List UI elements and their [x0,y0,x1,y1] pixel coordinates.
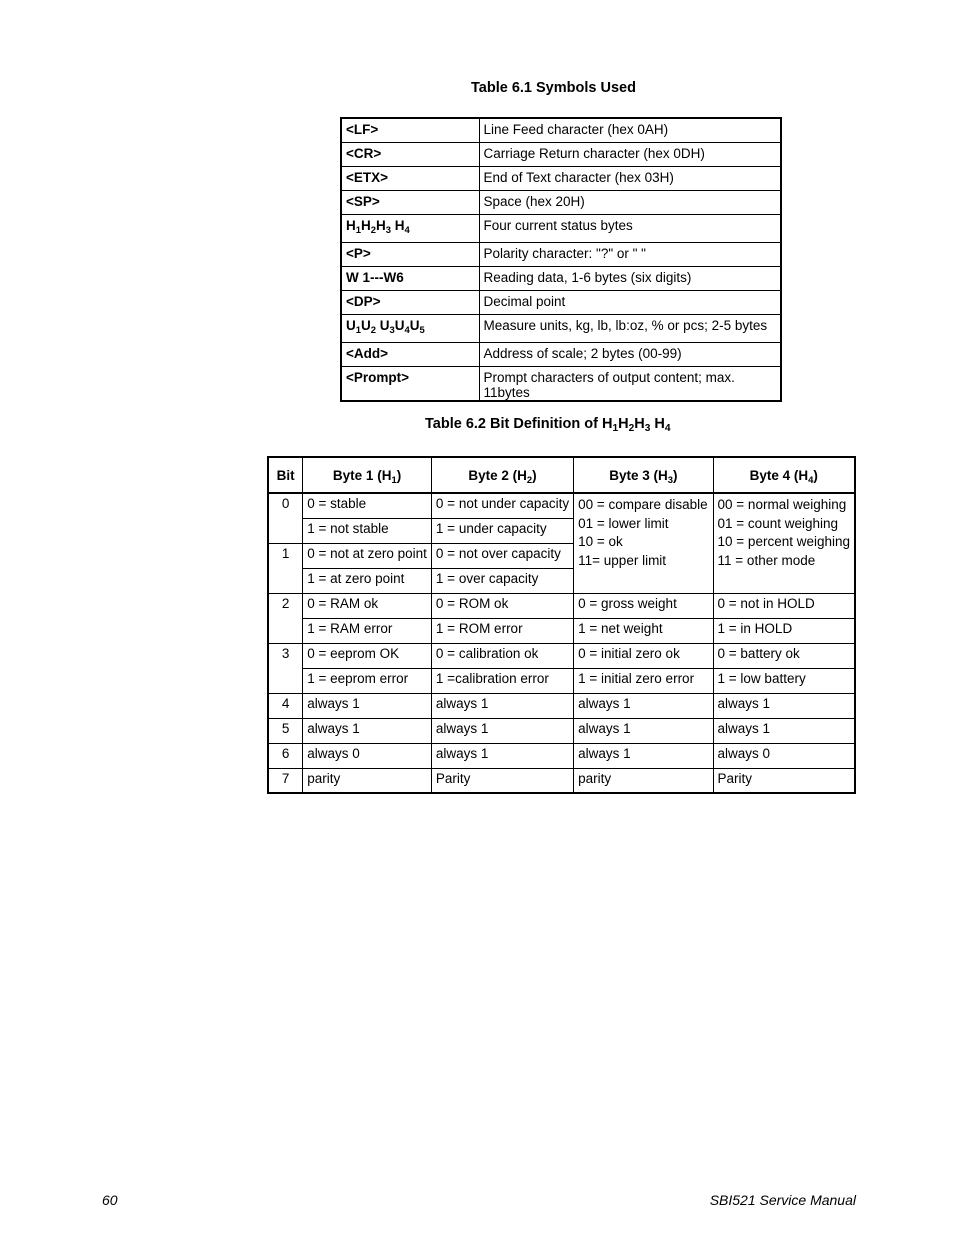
byte3-cell: 1 = net weight [574,618,713,643]
byte1-cell: always 1 [303,693,432,718]
byte1-cell: 1 = RAM error [303,618,432,643]
bit-cell: 6 [268,743,303,768]
byte4-cell: always 1 [713,693,855,718]
byte1-cell: 0 = not at zero point [303,543,432,568]
symbol-description: Measure units, kg, lb, lb:oz, % or pcs; 2-5 bytes [479,314,781,342]
byte1-cell: 1 = at zero point [303,568,432,593]
byte2-cell: 1 = under capacity [431,518,573,543]
symbol-description: Line Feed character (hex 0AH) [479,118,781,142]
bit-cell: 0 [268,493,303,543]
byte2-cell: Parity [431,768,573,793]
header-byte-4: Byte 4 $(H_4)$ [713,457,855,493]
symbol-row [341,266,781,290]
symbol-cell: <P> [341,242,479,266]
table-2-caption: Table 6.2 Bit Definition of $H_1H_2H_3$ $H_4$ [425,416,671,434]
symbol-cell: W 1---W6 [341,266,479,290]
byte3-cell: 0 = initial zero ok [574,643,713,668]
byte4-cell: 0 = battery ok [713,643,855,668]
symbol-description: End of Text character (hex 03H) [479,166,781,190]
symbol-description: Reading data, 1-6 bytes (six digits) [479,266,781,290]
header-byte-3: Byte 3 $(H_3)$ [574,457,713,493]
byte2-cell: 1 = ROM error [431,618,573,643]
byte1-cell: 1 = not stable [303,518,432,543]
bit-cell: 7 [268,768,303,793]
symbol-row [341,290,781,314]
byte2-cell: 0 = not over capacity [431,543,573,568]
symbol-row [341,118,781,142]
mode-line: 01 = lower limit [578,515,669,531]
byte3-cell: parity [574,768,713,793]
symbol-row [341,366,781,401]
byte1-cell: 0 = eeprom OK [303,643,432,668]
byte2-cell: 0 = not under capacity [431,493,573,518]
table-row [268,718,855,743]
byte3-cell: always 1 [574,743,713,768]
byte4-cell: Parity [713,768,855,793]
header-byte-2: Byte 2 $(H_2)$ [431,457,573,493]
table-row [268,743,855,768]
symbol-row [341,342,781,366]
table-row [268,643,855,668]
byte1-cell: 0 = RAM ok [303,593,432,618]
symbol-cell: <DP> [341,290,479,314]
symbol-description: Space (hex 20H) [479,190,781,214]
symbol-cell: <SP> [341,190,479,214]
byte2-cell: always 1 [431,743,573,768]
symbol-row [341,214,781,242]
header-bit: Bit [268,457,303,493]
byte4-mode-cell [713,493,855,593]
byte3-cell: always 1 [574,718,713,743]
byte3-cell: 0 = gross weight [574,593,713,618]
bit-cell: 5 [268,718,303,743]
table-row [268,493,855,518]
symbol-cell: $H_1H_2H_3$ $H_4$ [341,214,479,242]
symbol-description: Decimal point [479,290,781,314]
bit-definition-table [267,456,856,794]
byte1-cell: always 1 [303,718,432,743]
symbol-cell: <Add> [341,342,479,366]
symbol-row [341,314,781,342]
symbol-cell: <LF> [341,118,479,142]
manual-title: SBI521 Service Manual [709,1192,856,1208]
byte2-cell: 0 = ROM ok [431,593,573,618]
byte4-cell: 0 = not in HOLD [713,593,855,618]
bit-cell: 1 [268,543,303,593]
byte3-mode-cell [574,493,713,593]
table-row [268,668,855,693]
bit-cell: 2 [268,593,303,643]
mode-line: 01 = count weighing [717,515,838,531]
page-number: 60 [102,1192,118,1208]
byte2-cell: always 1 [431,718,573,743]
byte2-cell: always 1 [431,693,573,718]
byte2-cell: 1 =calibration error [431,668,573,693]
symbol-cell: <CR> [341,142,479,166]
bit-cell: 3 [268,643,303,693]
symbol-row [341,190,781,214]
symbol-row [341,142,781,166]
mode-line: 10 = percent weighing [717,534,850,549]
byte4-cell: 1 = low battery [713,668,855,693]
byte4-cell: always 1 [713,718,855,743]
byte1-cell: always 0 [303,743,432,768]
mode-line: 00 = normal weighing [717,497,847,512]
table-row [268,693,855,718]
mode-line: 10 = ok [578,534,623,549]
symbol-cell: $U_1U_2$ $U_3U_4U_5$ [341,314,479,342]
mode-line: 11= upper limit [578,552,667,568]
symbol-cell: <ETX> [341,166,479,190]
byte3-cell: 1 = initial zero error [574,668,713,693]
bit-cell: 4 [268,693,303,718]
symbol-row [341,242,781,266]
byte4-cell: always 0 [713,743,855,768]
symbol-description: Polarity character: "?" or " " [479,242,781,266]
mode-line: 00 = compare disable [578,497,708,512]
symbols-table [340,117,782,402]
table-row [268,593,855,618]
symbol-description: Four current status bytes [479,214,781,242]
table-row [268,618,855,643]
symbol-description: Address of scale; 2 bytes (00-99) [479,342,781,366]
symbol-row [341,166,781,190]
mode-line: 11 = other mode [717,552,816,568]
header-byte-1: Byte 1 $(H_1)$ [303,457,432,493]
symbol-description: Prompt characters of output content; max. 11bytes [479,366,781,401]
symbol-cell: <Prompt> [341,366,479,401]
byte2-cell: 0 = calibration ok [431,643,573,668]
table-1-caption: Table 6.1 Symbols Used [471,80,636,96]
byte2-cell: 1 = over capacity [431,568,573,593]
table-row [268,768,855,793]
byte1-cell: 1 = eeprom error [303,668,432,693]
byte4-cell: 1 = in HOLD [713,618,855,643]
byte1-cell: 0 = stable [303,493,432,518]
byte1-cell: parity [303,768,432,793]
byte3-cell: always 1 [574,693,713,718]
symbol-description: Carriage Return character (hex 0DH) [479,142,781,166]
